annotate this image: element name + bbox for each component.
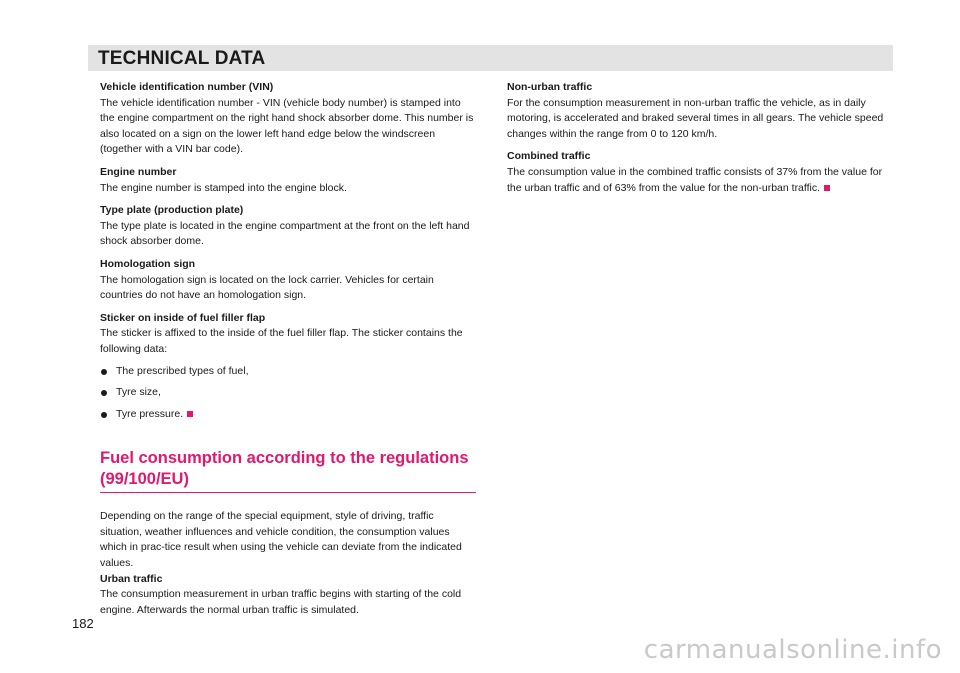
homologation-block xyxy=(100,257,478,304)
non-urban-block xyxy=(507,80,885,142)
list-item xyxy=(100,407,478,423)
urban-block xyxy=(100,572,478,619)
list-item xyxy=(100,364,478,380)
combined-text: The consumption value in the combined traffic consists of 37% from the value for the urban traffic and of 63% from the value for the non-urban traffic. xyxy=(507,165,883,194)
vin-heading: Vehicle identification number (VIN) xyxy=(100,81,274,93)
homologation-heading: Homologation sign xyxy=(100,257,196,270)
combined-block xyxy=(507,149,885,196)
type-plate-heading: Type plate (production plate) xyxy=(100,204,244,217)
non-urban-text: For the consumption measurement in non-urban traffic the vehicle, as in daily motoring, is accelerated and braked several times in all gears. The vehicle speed changes within the range from 0 to 120 km/h. xyxy=(507,96,884,140)
sticker-heading: Sticker on inside of fuel filler flap xyxy=(100,311,266,324)
urban-text: The consumption measurement in urban traffic begins with starting of the cold engine. Afterwards the normal urban traffic is simulated. xyxy=(100,588,462,616)
combined-heading: Combined traffic xyxy=(507,150,591,163)
page-number: 182 xyxy=(72,616,94,631)
type-plate-block xyxy=(100,203,478,250)
non-urban-heading: Non-urban traffic xyxy=(507,81,593,93)
urban-heading: Urban traffic xyxy=(100,572,163,585)
section-title xyxy=(100,448,476,493)
section-title-line-2: (99/100/EU) xyxy=(100,470,189,489)
bullet-text: Tyre pressure. xyxy=(116,407,184,420)
section-end-icon xyxy=(824,185,830,191)
engine-text: The engine number is stamped into the engine block. xyxy=(100,181,347,194)
right-column xyxy=(507,80,885,203)
left-column xyxy=(100,80,478,625)
engine-block xyxy=(100,165,478,196)
list-item xyxy=(100,385,478,401)
vin-block xyxy=(100,80,478,158)
bullet-text: The prescribed types of fuel, xyxy=(116,364,249,377)
type-plate-text: The type plate is located in the engine compartment at the front on the left hand shock absorber dome. xyxy=(100,219,470,248)
section-end-icon xyxy=(187,411,193,417)
homologation-text: The homologation sign is located on the lock carrier. Vehicles for certain countries do not have an homologation sign. xyxy=(100,273,434,302)
combined-paragraph xyxy=(507,165,885,196)
sticker-text: The sticker is affixed to the inside of the fuel filler flap. The sticker contains the following data: xyxy=(100,327,463,355)
page-title: TECHNICAL DATA xyxy=(98,48,266,69)
consumption-intro: Depending on the range of the special equipment, style of driving, traffic situation, weather influences and vehicle condition, the consumption values which in prac-tice result when using the vehicle can deviate from the indicated values. xyxy=(100,510,462,570)
section-header-bar xyxy=(88,45,893,71)
sticker-block xyxy=(100,311,478,423)
bullet-text: Tyre size, xyxy=(116,386,161,399)
watermark: carmanualsonline.info xyxy=(643,635,942,665)
vin-text: The vehicle identification number - VIN (vehicle body number) is stamped into the engine compartment on the right hand shock absorber dome. This number is also located on a sign on the lower left hand edge below the windscreen (together with a VIN bar code). xyxy=(100,96,474,156)
engine-heading: Engine number xyxy=(100,165,177,178)
section-title-line-1: Fuel consumption according to the regulations xyxy=(100,449,469,468)
sticker-data-list xyxy=(100,364,478,423)
